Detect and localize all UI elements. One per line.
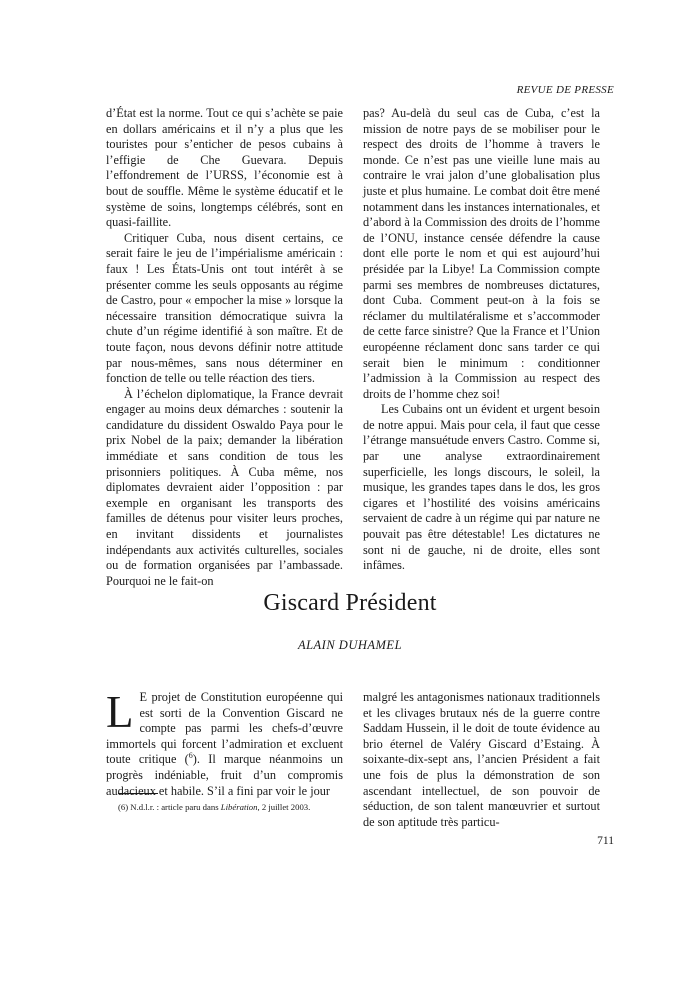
- paragraph: [106, 687, 343, 799]
- footnote-text: (6) N.d.l.r. : article paru dans: [118, 802, 221, 812]
- footnote: [118, 802, 358, 813]
- article-author: ALAIN DUHAMEL: [297, 638, 403, 652]
- page-number: 711: [597, 835, 614, 847]
- lead-text: E projet de Constitution européenne qui est sorti de la Convention Giscard ne compte pas parmi les chefs-d’œuvre immortels qui forcent l’admiration et excluent toute critique (: [106, 690, 343, 767]
- article1-left-column: [106, 106, 343, 589]
- lead-text-continued: ). Il marque néanmoins un progrès indéniable, fruit d’un compromis audacieux et habile. S’il a fini par voir le jour: [106, 752, 343, 798]
- article2-right-column: [363, 690, 600, 830]
- paragraph: Critiquer Cuba, nous disent certains, ce serait faire le jeu de l’impérialisme américain : faux ! Les États-Unis ont tout intérêt à se présenter comme les seuls opposants au régime de Castro, pour « empocher la mise » lorsque la nécessaire transition démocratique suivra la chute d’un régime identifié à son maître. Et de toute façon, nous devons définir notre attitude par nous-mêmes, sans nous déterminer en fonction de telle ou telle réaction des tiers.: [106, 230, 343, 386]
- article-title: Giscard Président: [263, 590, 437, 616]
- paragraph: pas? Au-delà du seul cas de Cuba, c’est la mission de notre pays de se mobiliser pour le respect des droits de l’homme à travers le monde. Ce n’est pas une vieille lune mais au contraire le vrai jalon d’une globalisation plus juste et plus humaine. Le combat doit être mené notamment dans les instances internationales, et d’abord à la Commission des droits de l’homme de l’ONU, instance censée défendre la cause dont elle porte le nom et qui est aujourd’hui présidée par la Libye! La Commission compte parmi ses membres de nombreuses dictatures, dont Cuba. Comment peut-on à la fois se réclamer du multilatéralisme et s’accommoder de cette farce sinistre? Que la France et l’Union européenne réclament donc sans tarder ce qui serait bien le minimum : conditionner l’admission à la Commission au respect des droits de l’homme chez soi!: [363, 106, 600, 401]
- footnote-reference: 6: [188, 751, 193, 761]
- footnote-divider: [118, 793, 158, 794]
- paragraph: À l’échelon diplomatique, la France devrait engager au moins deux démarches : soutenir la candidature du dissident Oswaldo Paya pour le prix Nobel de la paix; demander la libération immédiate et sans condition de tous les prisonniers politiques. À Cuba même, nos diplomates devraient aider l’opposition : par exemple en organisant les transports des familles de détenus pour visiter leurs proches, en invitant dissidents et journalistes indépendants aux activités culturelles, sociales ou de formation organisées par l’ambassade. Pourquoi ne le fait-on: [106, 386, 343, 588]
- article2-left-column: [106, 687, 343, 799]
- footnote-date: , 2 juillet 2003.: [257, 802, 311, 812]
- paragraph: Les Cubains ont un évident et urgent besoin de notre appui. Mais pour cela, il faut que cesse l’étrange mansuétude envers Castro. Comme si, par une analyse extraordinairement superficielle, les longs discours, le soleil, la musique, les grandes tapes dans le dos, les gros cigares et l’hostilité des voisins américains servaient de cadre à un régime qui par nature ne pouvait pas être détestable! Les dictatures ne sont ni de gauche, ni de droite, elles sont infâmes.: [363, 402, 600, 573]
- footnote-source: Libération: [220, 802, 258, 812]
- running-head: REVUE DE PRESSE: [516, 84, 614, 96]
- paragraph: d’État est la norme. Tout ce qui s’achète se paie en dollars américains et il n’y a plus que les touristes pour s’enticher de pesos cubains à l’effigie de Che Guevara. Depuis l’effondrement de l’URSS, l’économie est à bout de souffle. Même le système éducatif et le système de soins, longtemps célébrés, sont en quasi-faillite.: [106, 106, 343, 230]
- article1-right-column: [363, 106, 600, 574]
- drop-cap: L: [106, 687, 134, 737]
- paragraph: malgré les antagonismes nationaux traditionnels et les clivages brutaux nés de la guerre contre Saddam Hussein, il le doit de toute évidence au brio éternel de Valéry Giscard d’Estaing. À soixante-dix-sept ans, l’ancien Président a fait une fois de plus la démonstration de son ascendant intellectuel, de son pouvoir de séduction, de son talent manœuvrier et surtout de son aptitude très particu-: [363, 690, 600, 829]
